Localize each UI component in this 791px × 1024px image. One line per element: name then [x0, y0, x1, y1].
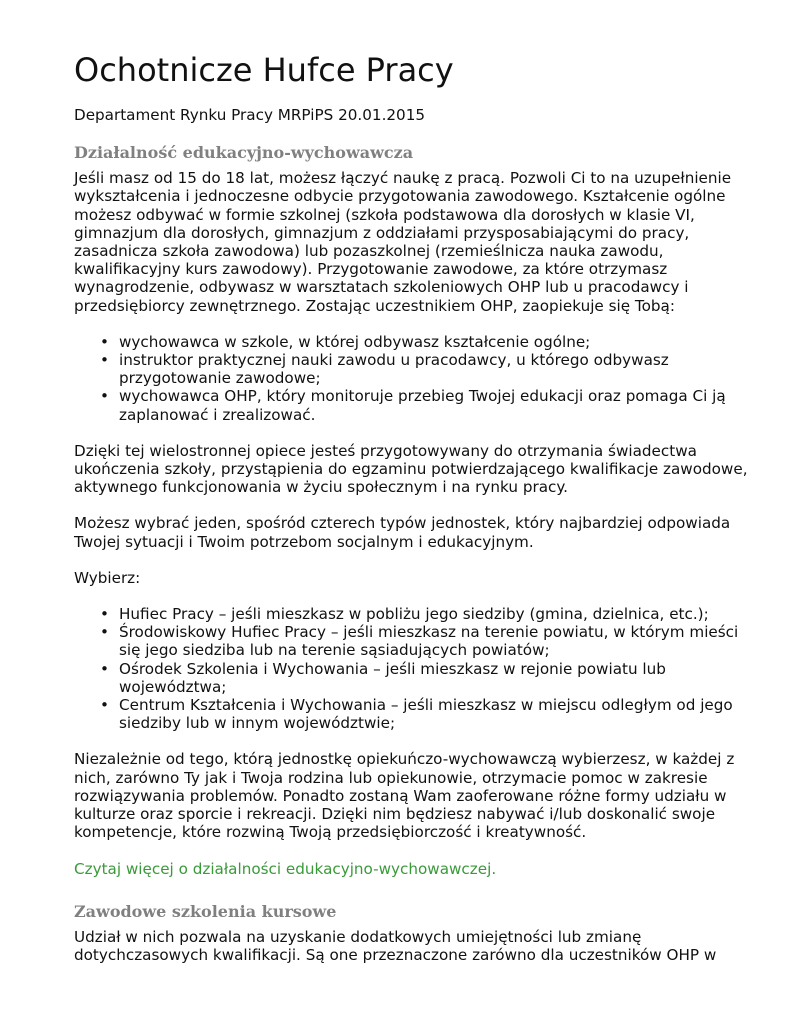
- list-item: • wychowawca w szkole, w której odbywasz kształcenie ogólne;: [119, 333, 751, 351]
- section-vocational-courses: [74, 902, 751, 964]
- section-heading-courses: Zawodowe szkolenia kursowe: [74, 901, 337, 921]
- paragraph-choose: Wybierz:: [74, 568, 141, 587]
- list-item: • wychowawca OHP, który monitoruje przebieg Twojej edukacji oraz pomaga Ci ją zaplanować i zrealizować.: [119, 387, 751, 423]
- section-heading-educational: Działalność edukacyjno-wychowawcza: [74, 143, 414, 163]
- caregivers-list: [74, 333, 751, 424]
- unit-types-list: [74, 605, 751, 732]
- paragraph-care-benefits: Dzięki tej wielostronnej opiece jesteś przygotowywany do otrzymania świadectwa ukończenia szkoły, przystąpienia do egzaminu potwierdzającego kwalifikacje zawodowe, aktywnego funkcjonowania w życiu społecznym i na rynku pracy.: [74, 441, 748, 497]
- list-item: • Ośrodek Szkolenia i Wychowania – jeśli mieszkasz w rejonie powiatu lub województwa;: [119, 660, 751, 696]
- read-more-link[interactable]: Czytaj więcej o działalności edukacyjno-wychowawczej.: [74, 859, 497, 878]
- page-subtitle: Departament Rynku Pracy MRPiPS 20.01.2015: [74, 106, 426, 124]
- page-title: Ochotnicze Hufce Pracy: [74, 51, 454, 89]
- paragraph-support: Niezależnie od tego, którą jednostkę opiekuńczo-wychowawczą wybierzesz, w każdej z nich, zarówno Ty jak i Twoja rodzina lub opiekunowie, otrzymacie pomoc w zakresie rozwiązywania problemów. Ponadto zostaną Wam zaoferowane różne formy udziału w kulturze oraz sporcie i rekreacji. Dzięki nim będziesz nabywać i/lub doskonalić swoje kompetencje, które rozwiną Twoją przedsiębiorczość i kreatywność.: [74, 750, 735, 842]
- list-item: • Środowiskowy Hufiec Pracy – jeśli mieszkasz na terenie powiatu, w którym mieści się jego siedziba lub na terenie sąsiadujących powiatów;: [119, 623, 751, 659]
- section-educational-activity: [74, 143, 751, 878]
- list-item: • Centrum Kształcenia i Wychowania – jeśli mieszkasz w miejscu odległym od jego siedziby lub w innym województwie;: [119, 696, 751, 732]
- paragraph-courses-intro: Udział w nich pozwala na uzyskanie dodatkowych umiejętności lub zmianę dotychczasowych kwalifikacji. Są one przeznaczone zarówno dla uczestników OHP w: [74, 927, 717, 964]
- list-item: • instruktor praktycznej nauki zawodu u pracodawcy, u którego odbywasz przygotowanie zawodowe;: [119, 351, 751, 387]
- paragraph-unit-choice: Możesz wybrać jeden, spośród czterech typów jednostek, który najbardziej odpowiada Twojej sytuacji i Twoim potrzebom socjalnym i edukacyjnym.: [74, 514, 731, 551]
- paragraph-intro: Jeśli masz od 15 do 18 lat, możesz łączyć naukę z pracą. Pozwoli Ci to na uzupełnienie wykształcenia i jednoczesne odbycie przygotowania zawodowego. Kształcenie ogólne możesz odbywać w formie szkolnej (szkoła podstawowa dla dorosłych w klasie VI, gimnazjum dla dorosłych, gimnazjum z oddziałami przysposabiającymi do pracy, zasadnicza szkoła zawodowa) lub pozaszkolnej (rzemieślnicza nauka zawodu, kwalifikacyjny kurs zawodowy). Przygotowanie zawodowe, za które otrzymasz wynagrodzenie, odbywasz w warsztatach szkoleniowych OHP lub u pracodawcy i przedsiębiorcy zewnętrznego. Zostając uczestnikiem OHP, zaopiekuje się Tobą:: [74, 169, 732, 315]
- list-item: • Hufiec Pracy – jeśli mieszkasz w pobliżu jego siedziby (gmina, dzielnica, etc.);: [119, 605, 751, 623]
